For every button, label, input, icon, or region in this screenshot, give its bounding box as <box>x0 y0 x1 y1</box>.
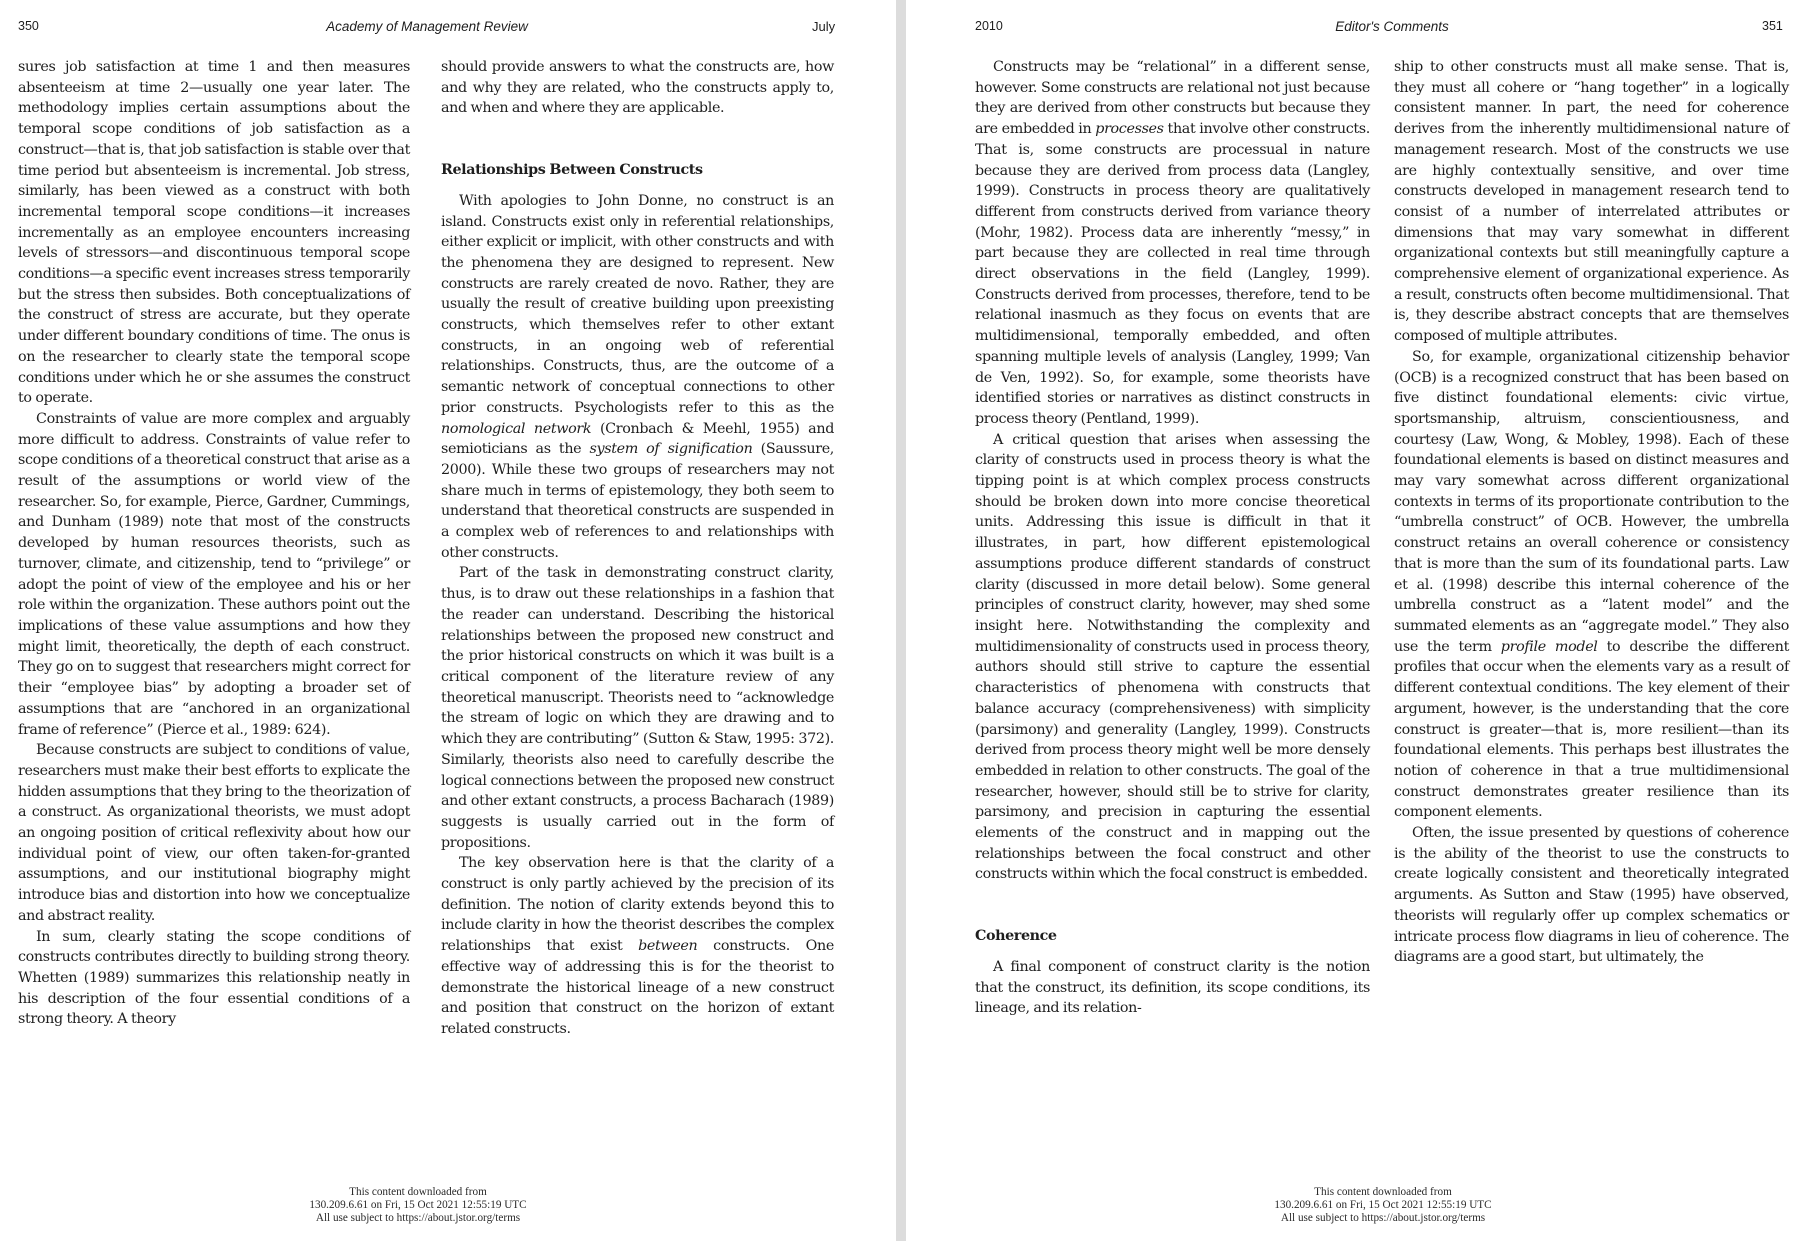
running-head-section: Editor's Comments <box>1335 19 1449 34</box>
emphasis: profile model <box>1500 638 1598 655</box>
spacer <box>975 947 1370 957</box>
page-divider <box>896 0 906 1241</box>
paragraph: A critical question that arises when assessing the clarity of constructs used in process theory is what the tipping point is at which complex process constructs should be broken down into more concise theoretical units. Addressing this issue is difficult in that it illustrates, in part, how different epistemological assumptions produce different standards of construct clarity (discussed in more detail below). Some general principles of construct clarity, however, may shed some insight here. Notwithstanding the complexity and multidimensionality of constructs used in process theory, authors should still strive to capture the essential characteristics of phenomena with constructs that balance accuracy (comprehensiveness) with simplicity (parsimony) and generality (Langley, 1999). Constructs derived from process theory might well be more densely embedded in relation to other constructs. The goal of the researcher, however, should still be to strive for clarity, parsimony, and precision in capturing the essential elements of the construct and in mapping out the relationships between the focal construct and other constructs within which the focal construct is embedded. <box>975 431 1370 883</box>
text-span: that involve other constructs. That is, some constructs are processual in nature because they are derived from process data (Langley, 1999). Constructs in process theory are qualitatively different from constructs derived from variance theory (Mohr, 1982). Process data are inherently “messy,” in part because they are collected in real time through direct observations in the field (Langley, 1999). Constructs derived from processes, therefore, tend to be relational inasmuch as they focus on events that are multidimensional, temporally embedded, and often spanning multiple levels of analysis (Langley, 1999; Van de Ven, 1992). So, for example, some theorists have identified stories or narratives as distinct constructs in process theory (Pentland, 1999). <box>975 121 1370 427</box>
text-span: Constructs may be “relational” in a different sense, however. Some constructs are relational not just because they are derived from other constructs but because they are embedded in <box>975 59 1370 138</box>
paragraph: Constraints of value are more complex and arguably more difficult to address. Constraints of value refer to scope conditions of a theoretical construct that arise as a result of the assumptions or world view of the researcher. So, for example, Pierce, Gardner, Cummings, and Dunham (1989) note that most of the constructs developed by human resources theorists, such as turnover, climate, and citizenship, tend to “privilege” or adopt the point of view of the employee and his or her role within the organization. These authors point out the implications of these value assumptions and how they might limit, theoretically, the depth of each construct. They go on to suggest that researchers might correct for their “employee bias” by adopting a broader set of assumptions that are “anchored in an organizational frame of reference” (Pierce et al., 1989: 624). <box>18 410 410 738</box>
paragraph: Part of the task in demonstrating construct clarity, thus, is to draw out these relationships in a fashion that the reader can understand. Describing the historical relationships between the proposed new construct and the prior historical constructs on which it was built is a critical component of the literature review of any theoretical manuscript. Theorists need to “acknowledge the stream of logic on which they are drawing and to which they are contributing” (Sutton & Staw, 1995: 372). Similarly, theorists also need to carefully describe the logical connections between the proposed new construct and other extant constructs, a process Bacharach (1989) suggests is usually carried out in the form of propositions. <box>441 565 834 851</box>
paragraph: A final component of construct clarity is the notion that the construct, its definition, its scope conditions, its lineage, and its relation- <box>975 958 1370 1017</box>
paragraph: Because constructs are subject to conditions of value, researchers must make their best efforts to explicate the hidden assumptions that they bring to the theorization of a construct. As organizational theorists, we must adopt an ongoing position of critical reflexivity about how our individual point of view, our often taken-for-granted assumptions, and our institutional biography might introduce bias and distortion into how we conceptualize and abstract reality. <box>18 742 410 924</box>
footer-line: 130.209.6.61 on Fri, 15 Oct 2021 12:55:19 UTC <box>309 1199 527 1211</box>
spacer <box>975 885 1370 926</box>
page-number: 351 <box>1762 19 1783 33</box>
emphasis: nomological network <box>441 420 592 437</box>
footer-line: All use subject to https://about.jstor.org/terms <box>1280 1212 1486 1224</box>
page-350 <box>0 0 896 1241</box>
right-column-1 <box>975 57 1370 1019</box>
running-head-journal: Academy of Management Review <box>326 19 528 34</box>
spacer <box>441 119 834 160</box>
right-column-2 <box>1394 57 1789 968</box>
text-span: So, for example, organizational citizenship behavior (OCB) is a recognized construct that has been based on five distinct foundational elements: civic virtue, sportsmanship, altruism, conscientiousness, and courtesy (Law, Wong, & Mobley, 1998). Each of these foundational elements is based on distinct measures and may vary somewhat across different organizational contexts in terms of its proportionate contribution to the “umbrella construct” of OCB. However, the umbrella construct retains an overall coherence or consistency that is more than the sum of its foundational parts. Law et al. (1998) describe this internal coherence of the umbrella construct as a “latent model” and the summated elements as an “aggregate model.” They also use the term <box>1394 348 1789 655</box>
text-span: constructs. One effective way of addressing this is for the theorist to demonstrate the historical lineage of a new construct and position that construct on the horizon of extant related constructs. <box>441 938 834 1037</box>
running-head-year: 2010 <box>975 19 1003 33</box>
page-number: 350 <box>18 19 39 33</box>
paragraph <box>441 191 834 564</box>
text-span: The key observation here is that the clarity of a construct is only partly achieved by the precision of its definition. The notion of clarity extends beyond this to include clarity in how the theorist describes the complex relationships that exist <box>441 855 834 955</box>
section-heading-relationships: Relationships Between Constructs <box>441 162 703 179</box>
text-span: With apologies to John Donne, no construct is an island. Constructs exist only in referential relationships, either explicit or implicit, with other constructs and with the phenomena they are designed to represent. New constructs are rarely created de novo. Rather, they are usually the result of creative building upon preexisting constructs, which themselves refer to other extant constructs, in an ongoing web of referential relationships. Constructs, thus, are the outcome of a semantic network of conceptual connections to other prior constructs. Psychologists refer to this as the <box>441 192 834 416</box>
footer-line: 130.209.6.61 on Fri, 15 Oct 2021 12:55:19 UTC <box>1274 1199 1492 1211</box>
emphasis: system of signification <box>589 441 753 458</box>
emphasis: processes <box>1095 121 1164 138</box>
footer-line: This content downloaded from <box>1314 1186 1452 1198</box>
left-column-1 <box>18 57 410 1030</box>
jstor-footer <box>258 1186 578 1225</box>
left-column-2 <box>441 57 834 1040</box>
page-351 <box>906 0 1800 1241</box>
paragraph: In sum, clearly stating the scope conditions of constructs contributes directly to building strong theory. Whetten (1989) summarizes this relationship neatly in his description of the four essential conditions of a strong theory. A theory <box>18 928 410 1028</box>
paragraph: should provide answers to what the constructs are, how and why they are related, who the constructs apply to, and when and where they are applicable. <box>441 59 834 117</box>
section-heading-coherence: Coherence <box>975 928 1057 945</box>
jstor-footer <box>1223 1186 1543 1225</box>
spacer <box>441 181 834 191</box>
paragraph: Often, the issue presented by questions of coherence is the ability of the theorist to use the constructs to create logically consistent and theoretically integrated arguments. As Sutton and Staw (1995) have observed, theorists will regularly offer up complex schematics or intricate process flow diagrams in lieu of coherence. The diagrams are a good start, but ultimately, the <box>1394 825 1789 966</box>
paragraph <box>975 57 1370 430</box>
paragraph: ship to other constructs must all make sense. That is, they must all cohere or “hang together” in a logically consistent manner. In part, the need for coherence derives from the inherently multidimensional nature of management research. Most of the constructs we use are highly contextually sensitive, and over time constructs developed in management research tend to consist of a number of interrelated attributes or dimensions that may vary somewhat in different organizational contexts but still meaningfully capture a comprehensive element of organizational experience. As a result, constructs often become multidimensional. That is, they describe abstract concepts that are themselves composed of multiple attributes. <box>1394 59 1789 345</box>
paragraph <box>1394 347 1789 823</box>
text-span: to describe the different profiles that occur when the elements vary as a result of different contextual conditions. The key element of their argument, however, is the understanding that the core construct is greater—that is, more resilient—than its foundational elements. This perhaps best illustrates the notion of coherence in that a true multidimensional construct demonstrates greater resilience than its component elements. <box>1394 638 1789 821</box>
paragraph <box>441 853 834 1039</box>
paragraph: sures job satisfaction at time 1 and then measures absenteeism at time 2—usually one year later. The methodology implies certain assumptions about the temporal scope conditions of job satisfaction as a construct—that is, that job satisfaction is stable over that time period but absenteeism is incremental. Job stress, similarly, has been viewed as a construct with both incremental temporal scope conditions—it increases incrementally as an employee encounters increasing levels of stressors—and discontinuous temporal scope conditions—a specific event increases stress temporarily but the stress then subsides. Both conceptualizations of the construct of stress are accurate, but they operate under different boundary conditions of time. The onus is on the researcher to clearly state the temporal scope conditions under which he or she assumes the construct to operate. <box>18 59 410 407</box>
running-head-month: July <box>812 19 836 34</box>
footer-line: This content downloaded from <box>349 1186 487 1198</box>
emphasis: between <box>638 938 698 955</box>
footer-line: All use subject to https://about.jstor.org/terms <box>315 1212 521 1224</box>
text-span: (Cronbach & Meehl, 1955) and semioticians as the <box>441 420 834 458</box>
text-span: (Saussure, 2000). While these two groups of researchers may not share much in terms of epistemology, they both seem to understand that theoretical constructs are suspended in a complex web of references to and relationships with other constructs. <box>441 441 834 561</box>
